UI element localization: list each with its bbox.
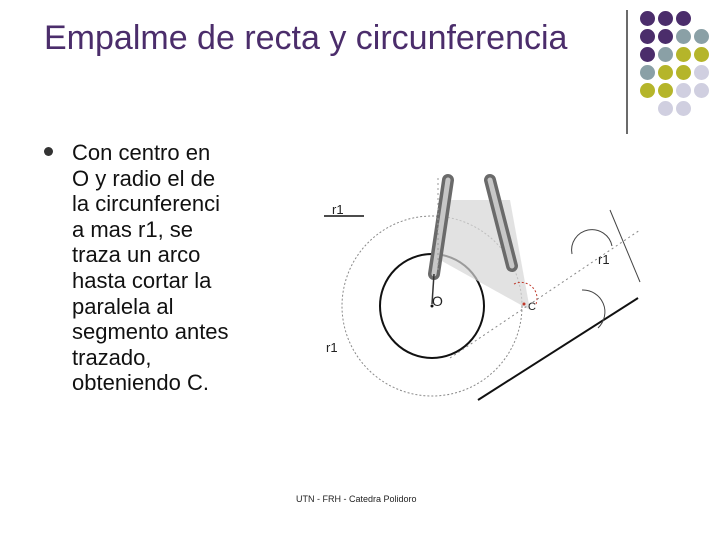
dot-lavender	[658, 101, 673, 116]
point-c	[523, 303, 526, 306]
dot-purple	[676, 11, 691, 26]
dot-teal	[676, 29, 691, 44]
label-r1-right: r1	[598, 252, 610, 267]
dot-lavender	[694, 83, 709, 98]
bullet-text: Con centro en O y radio el de la circunferenci a mas r1, se traza un arco hasta cortar la paralela al segmento antes trazado, obteniendo C.	[72, 140, 229, 396]
dot-teal	[694, 29, 709, 44]
dot-lavender	[694, 65, 709, 80]
dot-purple	[640, 29, 655, 44]
dot-lavender	[676, 83, 691, 98]
given-segment	[478, 298, 638, 400]
dot-purple	[658, 11, 673, 26]
footer-text: UTN - FRH - Catedra Polidoro	[296, 494, 417, 504]
title-divider-line	[626, 10, 628, 134]
dot-olive	[658, 65, 673, 80]
perpendicular-line	[610, 210, 640, 282]
compass-shadow	[440, 200, 530, 310]
r1-arc-top	[572, 230, 612, 254]
label-point-o: O	[432, 293, 443, 309]
dot-purple	[640, 47, 655, 62]
dot-olive	[640, 83, 655, 98]
dot-purple	[640, 11, 655, 26]
bullet-icon	[44, 147, 53, 156]
dot-olive	[676, 65, 691, 80]
dot-olive	[676, 47, 691, 62]
dot-teal	[640, 65, 655, 80]
dot-teal	[658, 47, 673, 62]
label-r1-top: r1	[332, 202, 344, 217]
dot-lavender	[676, 101, 691, 116]
slide-title: Empalme de recta y circunferencia	[44, 19, 568, 57]
decorative-dot-grid	[640, 11, 720, 121]
label-r1-left: r1	[326, 340, 338, 355]
dot-purple	[658, 29, 673, 44]
dot-olive	[694, 47, 709, 62]
dot-olive	[658, 83, 673, 98]
label-point-c: C	[528, 301, 536, 313]
construction-drawing	[300, 170, 660, 410]
